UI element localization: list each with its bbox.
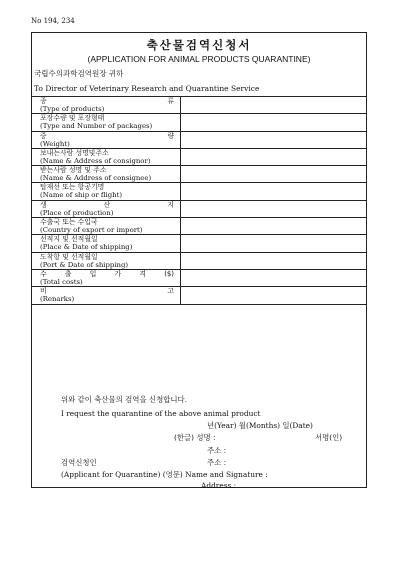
field-label-korean: 보내는사람 성명및주소 (40, 148, 109, 157)
field-label-korean: 비 고 (40, 287, 174, 296)
field-label-korean: 선적지 및 선적월일 (40, 235, 98, 244)
field-label-english: (Total costs) (40, 277, 83, 286)
address-korean-label-2: 주소 : (207, 458, 227, 467)
field-table (31, 96, 367, 305)
field-label-korean: 도착항 및 선적월일 (40, 252, 98, 261)
field-label-korean: 중 량 (40, 131, 174, 140)
field-label-english: (Place & Date of shipping) (40, 243, 133, 252)
field-label-korean: 포장수량 및 포장형태 (40, 114, 105, 123)
field-label-korean: 생 산 지 (40, 200, 174, 209)
field-value-port[interactable] (181, 253, 367, 269)
form-title-korean: 축산물검역신청서 (146, 38, 252, 52)
applicant-english-label: (Applicant for Quarantine) (영문) Name and Signature : (61, 470, 268, 479)
applicant-korean-label: 검역신청인 (61, 458, 97, 467)
field-label (31, 287, 181, 303)
field-value-remarks[interactable] (181, 287, 367, 303)
field-label (31, 97, 181, 113)
field-label-english: (Name & Address of consignee) (40, 174, 152, 183)
field-label (31, 149, 181, 165)
field-label (31, 183, 181, 199)
field-label (31, 132, 181, 148)
addressee-korean: 국립수의과학검역원장 귀하 (34, 69, 124, 78)
field-value-shipping-place[interactable] (181, 235, 367, 251)
field-label-korean: 받는사람 성명 및 주소 (40, 166, 107, 175)
seal-label: 서명(인) (315, 433, 343, 442)
field-value-weight[interactable] (181, 132, 367, 148)
field-label-korean: 종 류 (40, 97, 174, 105)
field-row-production (31, 201, 367, 218)
field-row-weight (31, 132, 367, 149)
field-row-packages (31, 114, 367, 131)
field-label (31, 235, 181, 251)
field-row-country (31, 218, 367, 235)
field-row-consignor (31, 149, 367, 166)
declaration-english: I request the quarantine of the above animal product (61, 409, 261, 418)
field-label-english: (Port & Date of shipping) (40, 260, 129, 269)
field-row-total-costs (31, 270, 367, 287)
addressee-english: To Director of Veterinary Research and Quarantine Service (34, 84, 260, 93)
date-line: 년(Year) 월(Months) 일(Date) (207, 421, 313, 430)
field-label-english: (Type and Number of packages) (40, 122, 153, 131)
field-row-remarks (31, 287, 367, 304)
field-value-consignee[interactable] (181, 166, 367, 182)
field-label (31, 114, 181, 130)
field-label (31, 166, 181, 182)
declaration-korean: 위와 같이 축산물의 검역을 신청합니다. (61, 395, 187, 404)
field-label-korean: 수출국 또는 수입국 (40, 218, 98, 227)
field-label (31, 218, 181, 234)
field-row-type (31, 97, 367, 114)
field-value-total-costs[interactable] (181, 270, 367, 286)
name-korean-label: (한글) 성명 : (174, 433, 216, 442)
field-label-english: (Country of export or import) (40, 226, 143, 235)
field-label-english: (Name & Address of consignor) (40, 156, 151, 165)
field-label-korean: 수 출 입 가 격 ($) (40, 269, 174, 278)
field-row-consignee (31, 166, 367, 183)
address-korean-label-1: 주소 : (207, 446, 227, 455)
form-number: No 194, 234 (31, 17, 75, 25)
field-label-english: (Renarks) (40, 295, 75, 304)
field-label-english: (Weight) (40, 139, 70, 148)
field-value-ship-flight[interactable] (181, 183, 367, 199)
address-english-label: Address : (201, 481, 237, 490)
field-value-production[interactable] (181, 201, 367, 217)
field-label-english: (Name of ship or flight) (40, 191, 123, 200)
field-label-korean: 탑재선 또는 항공기명 (40, 183, 105, 192)
field-label (31, 270, 181, 286)
field-label-english: (Place of production) (40, 208, 114, 217)
form-title-english: (APPLICATION FOR ANIMAL PRODUCTS QUARANTINE) (87, 54, 311, 64)
field-label (31, 201, 181, 217)
application-form (31, 32, 367, 488)
field-value-packages[interactable] (181, 114, 367, 130)
field-value-consignor[interactable] (181, 149, 367, 165)
field-label-english: (Type of products) (40, 105, 105, 113)
field-label (31, 253, 181, 269)
field-row-port (31, 253, 367, 270)
field-row-ship-flight (31, 183, 367, 200)
field-row-shipping-place (31, 235, 367, 252)
field-value-country[interactable] (181, 218, 367, 234)
field-value-type[interactable] (181, 97, 367, 113)
